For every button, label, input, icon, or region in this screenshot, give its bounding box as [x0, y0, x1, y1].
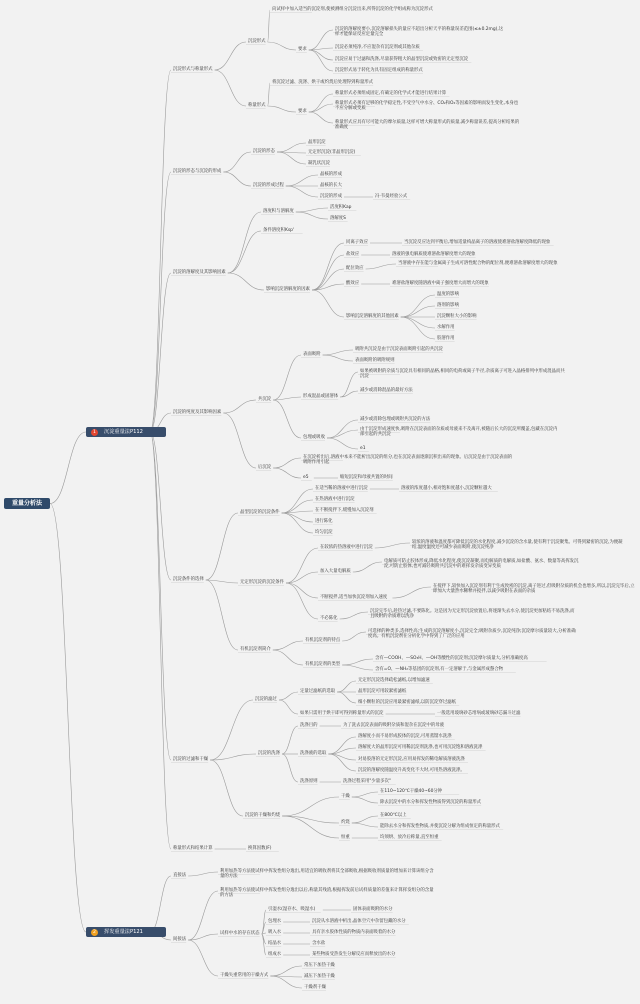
node-m1-b4-1-1-a[interactable]: 吸附共沉淀是由于沉淀表面吸附引起的共沉淀 [355, 347, 443, 352]
node-m2-c2-1-e-t[interactable]: 某些物质受热发生分解反应而释放出的水分 [312, 952, 396, 957]
node-m2-c2-2-a[interactable]: 常压下加热干燥 [304, 963, 335, 968]
node-m1-b3-1-a[interactable]: 活度积Kap [330, 205, 352, 210]
topic-number-badge: 2 [91, 929, 98, 936]
node-m1-b6-3-3[interactable]: 恒重 [341, 835, 350, 840]
node-m1-b6-1[interactable]: 沉淀的滤过 [255, 697, 277, 702]
node-m1-b3-2[interactable]: 条件溶度积Ksp' [263, 228, 295, 233]
node-m1-b5[interactable]: 沉淀条件的选择 [173, 577, 204, 582]
node-m1-b4-1-3-d[interactable]: e1 [360, 446, 366, 451]
node-m1-b2-2[interactable]: 沉淀的形成过程 [253, 183, 284, 188]
main-topic-label: 沉淀重量法P112 [104, 429, 143, 435]
node-m1-b5-3-1[interactable]: 有机沉淀剂的特点 [305, 638, 341, 643]
topic-number-badge: 1 [91, 429, 98, 436]
node-m2-c2[interactable]: 间接法 [173, 937, 187, 942]
node-m1-b4-2[interactable]: 后沉淀 [258, 465, 272, 470]
node-m1-b6-1-a1[interactable]: 无定形沉淀选择疏松滤纸,以增加滤速 [358, 678, 430, 683]
node-m1-b4-1-2-a[interactable]: 如果被吸附的杂质与沉淀具有相同的晶格,相同的电荷或离子半径,杂质离子可进入晶格排列中形成混晶而共沉淀 [360, 369, 565, 380]
node-m1-b7-1[interactable]: 换算因数(F) [248, 846, 272, 851]
node-m1-b1-2[interactable]: 称量形式 [248, 103, 266, 108]
node-m1-b3-3-5-e[interactable]: 胶溶作用 [437, 336, 455, 341]
node-m1-b5-2-b-t[interactable]: 电解质可防止胶体形成,降低水化程度,使沉淀凝聚,而电解质的电解质,如盐酸、氨水、数量等高挥发沉淀,可防止胶体,也可减轻吸附共沉淀中的难挥发杂质变异变质 [384, 559, 579, 570]
node-m2-c2-1-d[interactable]: 结晶水 [268, 941, 282, 946]
node-m1-b5-2-d[interactable]: 不必陈化 [320, 616, 338, 621]
node-m1-b1-2-r1[interactable]: 称量形式必须组成固定,有确定的化学式才能进行结果计算 [335, 91, 447, 96]
node-m2-c2-1-a[interactable]: 引湿水(湿存水、吸湿水) [268, 907, 316, 912]
node-m1-b4-1-2[interactable]: 形成混晶或固溶体 [303, 394, 339, 399]
node-m1-b2-2-a[interactable]: 晶核的形成 [320, 172, 342, 177]
node-m1-b6-2-3-t[interactable]: 洗涤过程采用"少量多次" [343, 779, 391, 784]
node-m1-b6-2-2-a[interactable]: 溶解度小而不易形成胶体的沉淀,可用蒸馏水洗涤 [358, 734, 452, 739]
node-m1-b4-1-3-c[interactable]: 由于沉淀形成速度快,吸附在沉淀表面的杂质或母液来不及离开,被随后长大的沉淀所覆盖,包藏在沉淀内部引起的共沉淀 [360, 427, 558, 438]
node-m1-b6-3-1-a[interactable]: 在110~120℃干燥40~60分钟 [380, 789, 443, 794]
node-m2-c1[interactable]: 直接法 [173, 873, 187, 878]
node-m2-c2-2-b[interactable]: 减压下加热干燥 [304, 974, 335, 979]
node-m1-b6[interactable]: 沉淀的过滤和干燥 [173, 757, 209, 762]
node-m2-c2-1-c-t[interactable]: 具有亲水胶体性质的物质内表面吸着的水分 [312, 930, 396, 935]
node-m1-b4-1-1-b[interactable]: 表面吸附的吸附规则 [355, 358, 395, 363]
node-m1-b6-2-3[interactable]: 洗涤原则 [300, 779, 318, 784]
node-m1-b6-3-1-b[interactable]: 除去沉淀中的水分和挥发性物质得到沉淀的称量形式 [380, 800, 481, 805]
node-m1-b6-3-2[interactable]: 灼烧 [341, 820, 350, 825]
node-m1-b1-2-r2[interactable]: 称量形式必须有足够的化学稳定性,不受空气中水分、CO₂和O₂等因素的影响而发生变化,本身也不应分解或变质 [335, 101, 519, 112]
node-m2-c2-1-a-t[interactable]: 固体表面吸附的水分 [353, 907, 393, 912]
node-m2-c2-1[interactable]: 试样中水的存在状态 [220, 931, 260, 936]
node-m1-b5-3-1-t[interactable]: 可选择的种类多,选择性高;生成的沉淀溶解度小,沉淀完全;吸附杂质少,沉淀纯净;沉淀摩尔质量较大,分析准确度高。有机沉淀剂在分析化学中得到了广泛的应用 [368, 629, 576, 640]
node-m1-b3-3-5-c[interactable]: 沉淀颗粒大小的影响 [437, 314, 477, 319]
node-m1-b5-3-2-b[interactable]: 含有=O、—NH₂等基团的沉淀剂,有一定溶解于,与金属形成螯合物 [375, 667, 504, 672]
node-m1-b6-2-1[interactable]: 洗涤目的 [300, 723, 318, 728]
node-m1-b5-1-b[interactable]: 在热溶液中进行沉淀 [315, 497, 355, 502]
node-m1-b2-1-a[interactable]: 晶形沉淀 [308, 140, 326, 145]
node-m1-b1-2-req[interactable]: 要求 [298, 109, 307, 114]
node-m1-b1-2-def[interactable]: 将沉淀过滤、洗涤、烘干或灼烧后处理得到称量形式 [272, 80, 373, 85]
node-m2-c2-2-c[interactable]: 干燥剂干燥 [304, 985, 326, 990]
node-m1-b3-3-5-d[interactable]: 水解作用 [437, 325, 455, 330]
node-m1-b3-1[interactable]: 溶度积与溶解度 [263, 209, 294, 214]
node-m1-b5-2-c[interactable]: 不断搅拌,适当加快沉淀剂加入速度 [320, 595, 388, 600]
node-m2-c2-1-b[interactable]: 包埋水 [268, 919, 282, 924]
node-m1-b6-3[interactable]: 沉淀的干燥和灼烧 [245, 813, 281, 818]
node-m1-b1-1-req[interactable]: 要求 [298, 47, 307, 52]
node-m1-b4-1-3[interactable]: 包埋或吸收 [303, 435, 325, 440]
node-m1-b3-3-3[interactable]: 配位效应 [346, 266, 364, 271]
node-m1-b3-3-1[interactable]: 同离子效应 [346, 240, 368, 245]
node-m2-c2-1-b-t[interactable]: 沉淀从水溶液中析出,晶体空穴中杂留包藏的水分 [312, 919, 406, 924]
node-m1-b2-2-b[interactable]: 晶核的长大 [320, 183, 342, 188]
node-m1-b3-3-5[interactable]: 影响沉淀溶解度的其他因素 [346, 314, 399, 319]
node-m1-b6-2-2-c[interactable]: 对易胶溶的无定形沉淀,应用易挥发的稀电解质溶液洗涤 [358, 757, 465, 762]
node-m1-b6-1-a2[interactable]: 晶形沉淀可用较紧密滤纸 [358, 689, 407, 694]
node-m1-b6-2-2-b[interactable]: 溶解度大的晶形沉淀可用稀沉淀剂洗涤,也可用沉淀饱和溶液洗涤 [358, 745, 483, 750]
node-m2-c2-1-e[interactable]: 组成水 [268, 952, 282, 957]
node-m1-b4-2-b[interactable]: e5 [303, 475, 309, 480]
node-m1-b5-2-d-t[interactable]: 沉淀完毕后,趁热过滤,不要陈化。这是因为无定形沉淀放置后,将逐渐失去水分,使沉淀更加粘结不易洗涤,而且吸附的杂质难以洗净 [370, 609, 575, 620]
node-m1-b6-3-3-t[interactable]: 均须烘、放冷后称量,直至恒重 [380, 835, 439, 840]
node-m2-c1-t[interactable]: 利用加热等方法使试样中挥发性组分逸出,用适宜的吸收剂将其全部吸收,根据吸收剂质量的增加来计算该组分含量的方法 [220, 869, 434, 880]
node-m1-b3-3-3-t[interactable]: 当溶液中存在能与金属离子生成可溶性配合物的配位剂,便难溶盐溶解度增大的现象 [398, 261, 558, 266]
node-m1-b5-1-e[interactable]: 均匀沉淀 [315, 530, 333, 535]
node-m1-b1-2-r3[interactable]: 称量形式应具有尽可能大的摩尔质量,这样可增大称量形式的质量,减少称量误差,提高分析结果的准确度 [335, 120, 520, 131]
node-m1-b4-2-c[interactable]: 缩短沉淀和母液共置的时间 [340, 475, 393, 480]
node-m1-b4-2-a[interactable]: 在沉淀析出后,溶液中本来不能析出沉淀的组分,也在沉淀表面逐渐沉积出来的现象。后沉淀是由于沉淀表面的吸附作用引起 [303, 455, 513, 466]
node-m1-b3-3-4-t[interactable]: 难溶盐溶解度随溶液中离子强度增大而增大的现象 [392, 281, 489, 286]
node-m1-b5-1-a-t2[interactable]: 溶液的浓度越小,相对饱和度越小,沉淀颗粒越大 [401, 486, 492, 491]
node-m1-b2-1[interactable]: 沉淀的形态 [253, 149, 275, 154]
node-m1-b6-3-1[interactable]: 干燥 [341, 794, 350, 799]
node-m1-b6-1-b-t[interactable]: 一般选用玻璃砂芯坩埚或玻璃砂芯漏斗过滤 [437, 711, 521, 716]
node-m1-b6-2-2-d[interactable]: 沉淀的溶解度随温度升高变化不大时,可用热溶液洗涤。 [358, 768, 465, 773]
node-m1-b2-2-c-note[interactable]: 冯·韦曼经验公式 [375, 194, 408, 199]
node-m1-b3-3-2-t[interactable]: 溶液的强电解质使难溶盐溶解度增大的现象 [392, 252, 476, 257]
node-m1-b4[interactable]: 沉淀的纯度及其影响因素 [173, 410, 222, 415]
node-m1-b4-1-1[interactable]: 表面吸附 [303, 352, 321, 357]
node-m1-b3-1-b[interactable]: 溶解度S [330, 216, 346, 221]
node-m2-c2-1-c[interactable]: 吸入水 [268, 930, 282, 935]
node-m1-b1[interactable]: 沉淀形式与称量形式 [173, 67, 213, 72]
node-m1-b4-1[interactable]: 共沉淀 [258, 397, 272, 402]
node-m1-b5-2-c-t[interactable]: 在搅拌下,较快加入沉淀剂有利于生成致密的沉淀,离子进过,但吸附杂质的机会也增多,所以,沉淀完毕后,立即加入大量热水稀释并搅拌,以减少吸附在表面的杂质 [433, 584, 635, 595]
node-m1-b2-2-c[interactable]: 沉淀的形成 [320, 194, 342, 199]
node-m1-b5-3[interactable]: 有机沉淀剂简介 [240, 647, 271, 652]
node-m1-b1-1[interactable]: 沉淀形式 [248, 39, 266, 44]
node-m2-c2-1-d-t[interactable]: 含水盐 [312, 941, 326, 946]
node-m1-b6-3-2-b[interactable]: 能除去水分和挥发性物质,并使沉淀分解为组成恒定的称量形式 [380, 824, 500, 829]
main-topic-label: 挥发重量法P121 [104, 929, 143, 935]
node-m1-b5-1-c[interactable]: 在不断搅拌下,缓慢加入沉淀剂 [315, 508, 374, 513]
node-m1-b5-3-2[interactable]: 有机沉淀剂的类型 [305, 662, 341, 667]
node-m1-b1-1-r2[interactable]: 沉淀必须纯净,不应混杂有沉淀剂或其他杂质 [335, 45, 420, 50]
node-m1-b2-1-c[interactable]: 凝乳状沉淀 [308, 161, 330, 166]
node-m1-b6-1-a[interactable]: 定量过滤纸的选取 [300, 689, 336, 694]
node-m2-c2-2[interactable]: 干燥失重常用的干燥方式 [220, 973, 269, 978]
node-m1-b5-2-b[interactable]: 加入大量电解质 [320, 569, 351, 574]
node-m1-b1-1-r1[interactable]: 沉淀的溶解度要小,沉淀溶解损失的量应不超出分析天平的称量误差范围(≤±0.2mg),这样才能保证反应定量完全 [335, 27, 504, 38]
node-m1-b4-1-2-b[interactable]: 减少或消除混晶的最好方法 [360, 388, 413, 393]
node-m1-b7[interactable]: 称量形式和结果计算 [173, 846, 213, 851]
node-m1-b5-1-d[interactable]: 进行陈化 [315, 519, 333, 524]
main-topic-volatilization[interactable] [86, 927, 166, 937]
node-m1-b2-1-b[interactable]: 无定形沉淀(非晶形沉淀) [308, 150, 356, 155]
node-m1-b3-3-2[interactable]: 盐效应 [346, 252, 360, 257]
node-m1-b2[interactable]: 沉淀的形态与沉淀的形成 [173, 169, 222, 174]
node-m1-b1-1-r3[interactable]: 沉淀应易于过滤和洗涤,尽量获得粗大的晶型沉淀或致密的无定型沉淀 [335, 57, 469, 62]
node-m1-b3-3-5-b[interactable]: 溶剂的影响 [437, 303, 459, 308]
node-m1-b4-1-3-b[interactable]: 减少或消除包埋或吸附共沉淀的方法 [360, 417, 431, 422]
root-topic[interactable]: 重量分析法 [4, 498, 50, 509]
node-m1-b6-2-1-t[interactable]: 为了洗去沉淀表面的吸附杂质和混杂在沉淀中的母液 [343, 723, 444, 728]
node-m1-b6-3-2-a[interactable]: 在800℃以上 [380, 813, 407, 818]
node-m1-b6-1-b[interactable]: 如果只需用于烘干即可得到称量形式的沉淀 [300, 711, 384, 716]
node-m1-b1-1-r4[interactable]: 沉淀形式易于转化为具有固定组成的称量形式 [335, 68, 423, 73]
main-topic-sediment[interactable] [86, 427, 166, 437]
node-m1-b5-1-a-bl[interactable]: 在适当稀的溶液中进行沉淀 [315, 486, 368, 491]
node-m1-b3-3-5-a[interactable]: 温度的影响 [437, 292, 459, 297]
node-m1-b5-1[interactable]: 晶型沉淀的沉淀条件 [240, 510, 280, 515]
node-m1-b6-2-2[interactable]: 洗涤液的选取 [300, 751, 327, 756]
node-m1-b3-3[interactable]: 影响沉淀溶解度的因素 [266, 287, 310, 292]
node-m1-b5-3-2-a[interactable]: 含有—COOH、—SO₃H、—OH等酸性的沉淀剂;沉淀摩尔质量大,分析准确度高 [375, 656, 528, 661]
node-m1-b5-2[interactable]: 无定形沉淀的沉淀条件 [240, 580, 284, 585]
node-m1-b5-2-a[interactable]: 在较浓的热溶液中进行沉淀 [320, 545, 373, 550]
node-m1-b5-2-a-t[interactable]: 较浓的溶液和温度都可降低沉淀的水化程度,减少沉淀的含水量,使有利于沉淀聚集。可得到紧密的沉淀,为便凝结,温度温度还可减少表面吸附,使沉淀纯净 [412, 540, 623, 551]
node-m2-c2-t[interactable]: 利用加热等方法使试样中挥发性组分逸出以后,称量其残渣,根据挥发前后试样质量的差值来计算挥发组分的含量的方法 [220, 888, 434, 899]
node-m1-b6-1-a3[interactable]: 细小颗粒的沉淀应用最紧密滤纸,以防沉淀穿过滤纸 [358, 700, 456, 705]
node-m1-b1-1-def[interactable]: 向试样中加入适当的沉淀剂,使被测组分沉淀出来,所得沉淀的化学组成称为沉淀形式 [272, 7, 433, 12]
node-m1-b6-2[interactable]: 沉淀的洗涤 [258, 751, 280, 756]
node-m1-b3-3-4[interactable]: 酸效应 [346, 281, 360, 286]
node-m1-b3[interactable]: 沉淀的溶解度及其影响因素 [173, 270, 226, 275]
node-m1-b3-3-1-t[interactable]: 当沉淀反应达到平衡后,增加适量构晶离子的溶液使难溶盐溶解度降低的现象 [404, 240, 551, 245]
